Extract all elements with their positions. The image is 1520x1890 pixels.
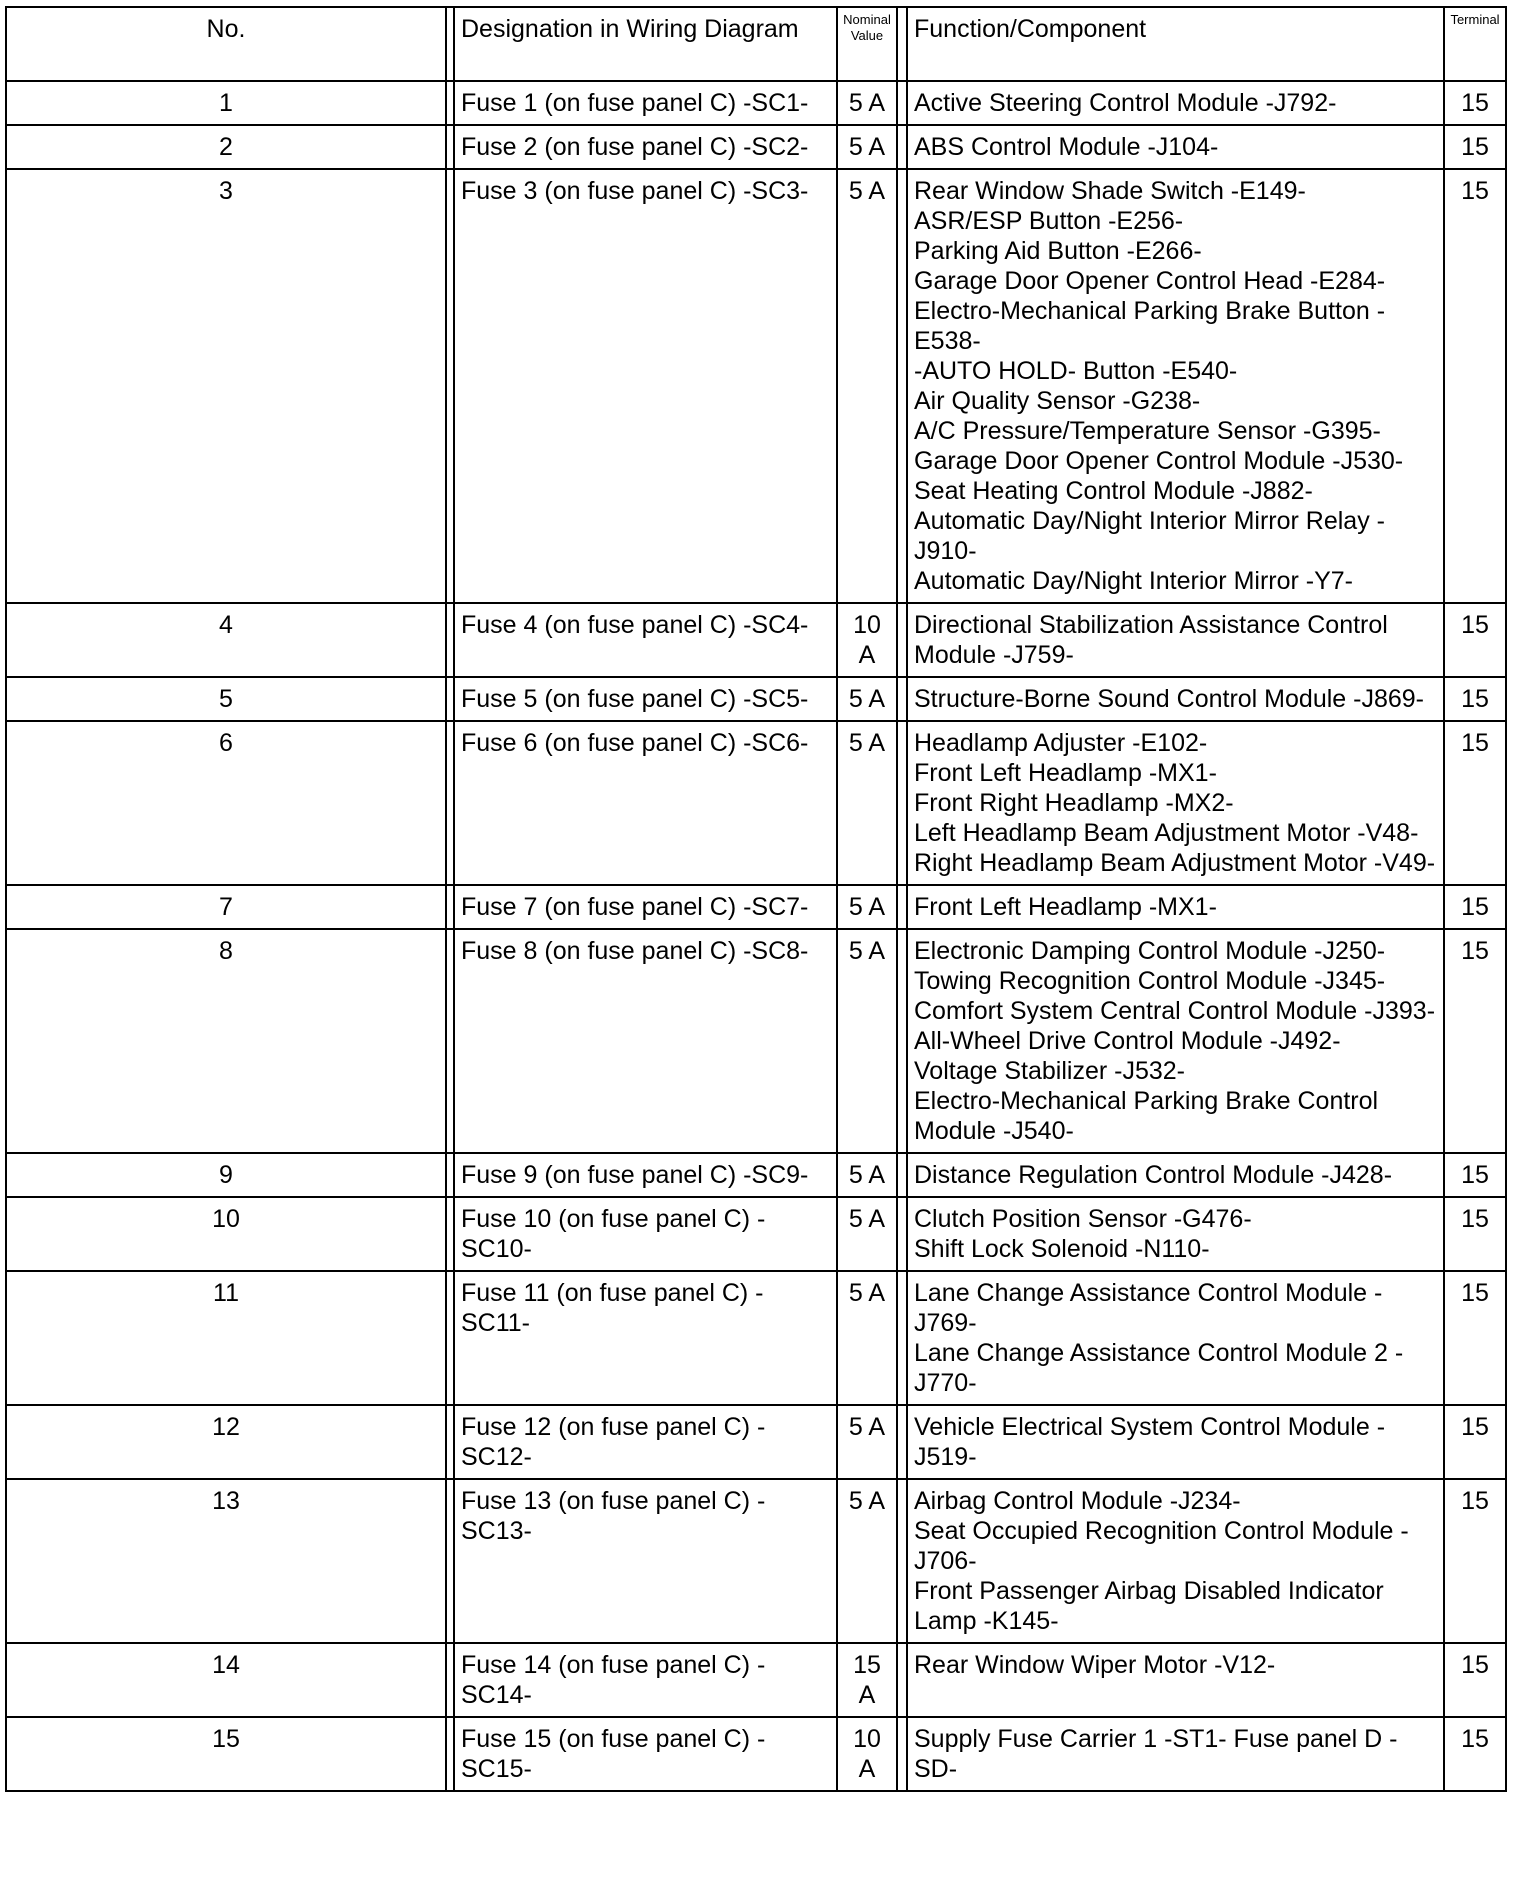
cell-spacer [446, 1479, 454, 1643]
component-line: Vehicle Electrical System Control Module -J519- [914, 1413, 1386, 1471]
terminal: 15 [1444, 1405, 1506, 1479]
fuse-designation: Fuse 10 (on fuse panel C) -SC10- [454, 1197, 837, 1271]
cell-spacer [897, 1153, 907, 1197]
function-component [907, 1643, 1444, 1717]
component-line: -AUTO HOLD- Button -E540- [914, 357, 1238, 385]
cell-spacer [446, 929, 454, 1153]
function-component [907, 1153, 1444, 1197]
cell-spacer [897, 1271, 907, 1405]
table-row [6, 1643, 1506, 1717]
function-component [907, 885, 1444, 929]
fuse-number: 12 [6, 1405, 446, 1479]
header-designation: Designation in Wiring Diagram [454, 7, 837, 81]
fuse-designation: Fuse 2 (on fuse panel C) -SC2- [454, 125, 837, 169]
component-line: All-Wheel Drive Control Module -J492- [914, 1027, 1341, 1055]
table-body [6, 81, 1506, 1791]
component-line: Front Right Headlamp -MX2- [914, 789, 1234, 817]
fuse-number: 14 [6, 1643, 446, 1717]
nominal-value: 5 A [837, 1405, 897, 1479]
component-line: ASR/ESP Button -E256- [914, 207, 1184, 235]
table-row [6, 1197, 1506, 1271]
nominal-value: 10 A [837, 1717, 897, 1791]
component-line: Front Passenger Airbag Disabled Indicator Lamp -K145- [914, 1577, 1384, 1635]
cell-spacer [897, 721, 907, 885]
component-line: Towing Recognition Control Module -J345- [914, 967, 1386, 995]
component-line: Rear Window Wiper Motor -V12- [914, 1651, 1276, 1679]
component-line: Rear Window Shade Switch -E149- [914, 177, 1306, 205]
fuse-number: 10 [6, 1197, 446, 1271]
fuse-designation: Fuse 3 (on fuse panel C) -SC3- [454, 169, 837, 603]
nominal-value: 5 A [837, 721, 897, 885]
header-terminal: Terminal [1444, 7, 1506, 81]
header-function: Function/Component [907, 7, 1444, 81]
component-line: Electro-Mechanical Parking Brake Button -E538- [914, 297, 1386, 355]
cell-spacer [446, 1717, 454, 1791]
table-row [6, 929, 1506, 1153]
function-component [907, 125, 1444, 169]
component-line: Automatic Day/Night Interior Mirror -Y7- [914, 567, 1354, 595]
fuse-number: 4 [6, 603, 446, 677]
fuse-number: 9 [6, 1153, 446, 1197]
header-spacer [446, 7, 454, 81]
nominal-value: 5 A [837, 125, 897, 169]
fuse-designation: Fuse 7 (on fuse panel C) -SC7- [454, 885, 837, 929]
function-component [907, 929, 1444, 1153]
fuse-designation: Fuse 14 (on fuse panel C) -SC14- [454, 1643, 837, 1717]
terminal: 15 [1444, 1643, 1506, 1717]
component-line: Right Headlamp Beam Adjustment Motor -V49- [914, 849, 1436, 877]
terminal: 15 [1444, 1197, 1506, 1271]
fuse-designation: Fuse 8 (on fuse panel C) -SC8- [454, 929, 837, 1153]
cell-spacer [897, 1717, 907, 1791]
function-component [907, 677, 1444, 721]
component-line: Front Left Headlamp -MX1- [914, 893, 1217, 921]
cell-spacer [446, 885, 454, 929]
fuse-designation: Fuse 5 (on fuse panel C) -SC5- [454, 677, 837, 721]
nominal-value: 5 A [837, 677, 897, 721]
fuse-number: 13 [6, 1479, 446, 1643]
nominal-value: 5 A [837, 169, 897, 603]
fuse-designation: Fuse 15 (on fuse panel C) -SC15- [454, 1717, 837, 1791]
table-row [6, 125, 1506, 169]
terminal: 15 [1444, 929, 1506, 1153]
terminal: 15 [1444, 169, 1506, 603]
function-component [907, 1717, 1444, 1791]
component-line: Lane Change Assistance Control Module -J769- [914, 1279, 1383, 1337]
component-line: Distance Regulation Control Module -J428- [914, 1161, 1393, 1189]
component-line: Front Left Headlamp -MX1- [914, 759, 1217, 787]
cell-spacer [897, 1405, 907, 1479]
cell-spacer [446, 1405, 454, 1479]
nominal-value: 5 A [837, 929, 897, 1153]
cell-spacer [897, 1643, 907, 1717]
table-row [6, 1271, 1506, 1405]
cell-spacer [897, 1197, 907, 1271]
terminal: 15 [1444, 125, 1506, 169]
cell-spacer [897, 677, 907, 721]
function-component [907, 603, 1444, 677]
fuse-number: 11 [6, 1271, 446, 1405]
terminal: 15 [1444, 1153, 1506, 1197]
cell-spacer [897, 81, 907, 125]
component-line: Seat Heating Control Module -J882- [914, 477, 1313, 505]
table-row [6, 677, 1506, 721]
cell-spacer [897, 603, 907, 677]
component-line: Active Steering Control Module -J792- [914, 89, 1337, 117]
terminal: 15 [1444, 81, 1506, 125]
table-row [6, 1479, 1506, 1643]
component-line: Electro-Mechanical Parking Brake Control Module -J540- [914, 1087, 1379, 1145]
fuse-designation: Fuse 1 (on fuse panel C) -SC1- [454, 81, 837, 125]
terminal: 15 [1444, 1479, 1506, 1643]
table-row [6, 885, 1506, 929]
header-row [6, 7, 1506, 81]
fuse-designation: Fuse 4 (on fuse panel C) -SC4- [454, 603, 837, 677]
fuse-number: 2 [6, 125, 446, 169]
fuse-table [5, 6, 1507, 1792]
component-line: Lane Change Assistance Control Module 2 -J770- [914, 1339, 1404, 1397]
fuse-number: 3 [6, 169, 446, 603]
cell-spacer [446, 81, 454, 125]
nominal-value: 5 A [837, 1153, 897, 1197]
fuse-designation: Fuse 11 (on fuse panel C) -SC11- [454, 1271, 837, 1405]
component-line: Parking Aid Button -E266- [914, 237, 1202, 265]
function-component [907, 721, 1444, 885]
component-line: Automatic Day/Night Interior Mirror Relay -J910- [914, 507, 1385, 565]
cell-spacer [446, 1197, 454, 1271]
component-line: Garage Door Opener Control Head -E284- [914, 267, 1386, 295]
function-component [907, 81, 1444, 125]
nominal-value: 5 A [837, 1479, 897, 1643]
fuse-number: 15 [6, 1717, 446, 1791]
terminal: 15 [1444, 677, 1506, 721]
component-line: Air Quality Sensor -G238- [914, 387, 1201, 415]
function-component [907, 1405, 1444, 1479]
table-row [6, 1717, 1506, 1791]
table-row [6, 1153, 1506, 1197]
fuse-number: 8 [6, 929, 446, 1153]
cell-spacer [446, 169, 454, 603]
header-no: No. [6, 7, 446, 81]
fuse-designation: Fuse 9 (on fuse panel C) -SC9- [454, 1153, 837, 1197]
component-line: Seat Occupied Recognition Control Module -J706- [914, 1517, 1409, 1575]
component-line: Shift Lock Solenoid -N110- [914, 1235, 1210, 1263]
component-line: Comfort System Central Control Module -J393- [914, 997, 1436, 1025]
terminal: 15 [1444, 721, 1506, 885]
cell-spacer [897, 1479, 907, 1643]
table-row [6, 603, 1506, 677]
cell-spacer [897, 169, 907, 603]
component-line: Supply Fuse Carrier 1 -ST1- Fuse panel D -SD- [914, 1725, 1398, 1783]
cell-spacer [446, 1153, 454, 1197]
component-line: Voltage Stabilizer -J532- [914, 1057, 1185, 1085]
nominal-value: 5 A [837, 1271, 897, 1405]
component-line: Headlamp Adjuster -E102- [914, 729, 1208, 757]
cell-spacer [446, 1643, 454, 1717]
function-component [907, 1479, 1444, 1643]
nominal-value: 10 A [837, 603, 897, 677]
cell-spacer [897, 125, 907, 169]
terminal: 15 [1444, 1717, 1506, 1791]
table-row [6, 721, 1506, 885]
component-line: Electronic Damping Control Module -J250- [914, 937, 1386, 965]
fuse-designation: Fuse 13 (on fuse panel C) -SC13- [454, 1479, 837, 1643]
table-row [6, 169, 1506, 603]
terminal: 15 [1444, 1271, 1506, 1405]
fuse-number: 1 [6, 81, 446, 125]
nominal-value: 5 A [837, 885, 897, 929]
component-line: A/C Pressure/Temperature Sensor -G395- [914, 417, 1381, 445]
function-component [907, 1197, 1444, 1271]
table-row [6, 1405, 1506, 1479]
component-line: Directional Stabilization Assistance Control Module -J759- [914, 611, 1388, 669]
cell-spacer [897, 929, 907, 1153]
component-line: Left Headlamp Beam Adjustment Motor -V48- [914, 819, 1419, 847]
nominal-value: 15 A [837, 1643, 897, 1717]
function-component [907, 1271, 1444, 1405]
header-nominal-value: Nominal Value [837, 7, 897, 81]
cell-spacer [446, 677, 454, 721]
terminal: 15 [1444, 603, 1506, 677]
cell-spacer [446, 125, 454, 169]
component-line: Airbag Control Module -J234- [914, 1487, 1241, 1515]
component-line: ABS Control Module -J104- [914, 133, 1219, 161]
header-spacer [897, 7, 907, 81]
table-row [6, 81, 1506, 125]
fuse-designation: Fuse 12 (on fuse panel C) -SC12- [454, 1405, 837, 1479]
nominal-value: 5 A [837, 81, 897, 125]
fuse-number: 5 [6, 677, 446, 721]
component-line: Clutch Position Sensor -G476- [914, 1205, 1252, 1233]
function-component [907, 169, 1444, 603]
cell-spacer [446, 721, 454, 885]
cell-spacer [897, 885, 907, 929]
terminal: 15 [1444, 885, 1506, 929]
cell-spacer [446, 603, 454, 677]
component-line: Structure-Borne Sound Control Module -J869- [914, 685, 1424, 713]
fuse-number: 6 [6, 721, 446, 885]
nominal-value: 5 A [837, 1197, 897, 1271]
fuse-number: 7 [6, 885, 446, 929]
fuse-designation: Fuse 6 (on fuse panel C) -SC6- [454, 721, 837, 885]
cell-spacer [446, 1271, 454, 1405]
component-line: Garage Door Opener Control Module -J530- [914, 447, 1404, 475]
